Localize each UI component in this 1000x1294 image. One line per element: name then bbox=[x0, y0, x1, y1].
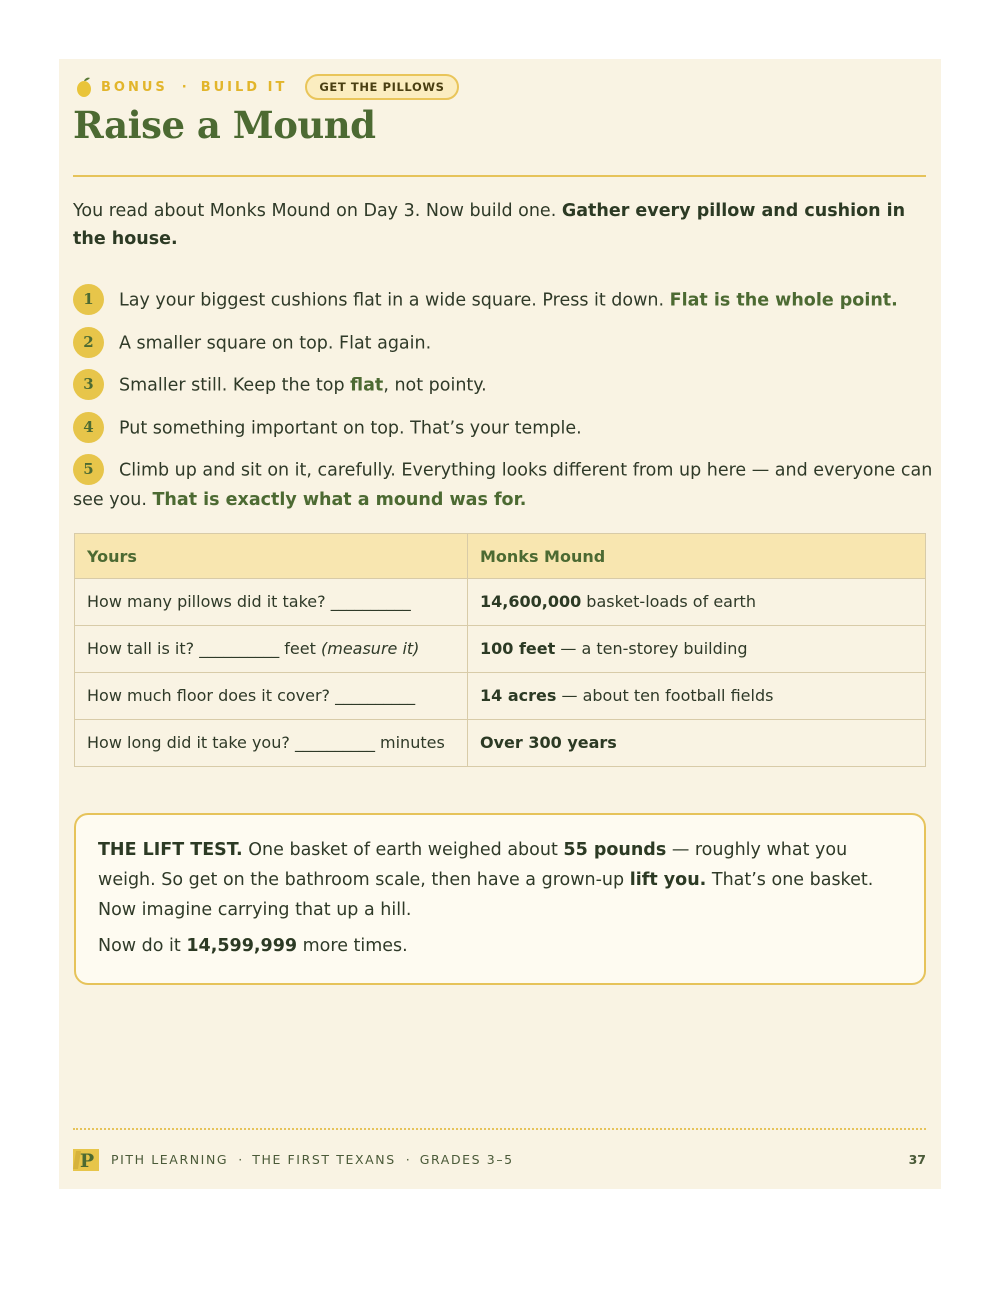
cell-yours: How many pillows did it take? __________ bbox=[75, 579, 468, 626]
cell-desc: — about ten football fields bbox=[556, 686, 774, 705]
lift-test-bold: 55 pounds bbox=[563, 840, 667, 860]
lift-test-callout bbox=[74, 813, 926, 985]
step-3 bbox=[73, 370, 933, 401]
lift-test-text: — roughly what you weigh. So get on the bathroom scale, then have a grown-up bbox=[98, 840, 848, 890]
table-row bbox=[75, 579, 926, 626]
table-row bbox=[75, 673, 926, 720]
page-footer bbox=[73, 1146, 926, 1172]
step-text: Climb up and sit on it, carefully. Everything looks different from up here — and everyone can see you. bbox=[73, 460, 933, 510]
activity-tag-pill: GET THE PILLOWS bbox=[305, 74, 458, 100]
cell-desc: basket-loads of earth bbox=[581, 592, 756, 611]
step-2 bbox=[73, 328, 933, 359]
lift-test-text: That’s one basket. Now imagine carrying that up a hill. bbox=[98, 870, 874, 920]
table-row bbox=[75, 720, 926, 767]
step-1 bbox=[73, 285, 933, 316]
lemon-icon bbox=[75, 76, 93, 98]
page-title: Raise a Mound bbox=[73, 103, 376, 147]
lift-test-paragraph bbox=[98, 835, 902, 925]
step-list bbox=[73, 285, 933, 527]
column-header-yours: Yours bbox=[75, 534, 468, 579]
step-text: Put something important on top. That’s your temple. bbox=[119, 418, 582, 438]
step-number-badge: 3 bbox=[73, 369, 104, 400]
eyebrow bbox=[75, 73, 459, 101]
step-text-post: , not pointy. bbox=[383, 375, 487, 396]
cell-value: 14 acres bbox=[480, 686, 557, 705]
eyebrow-bonus: BONUS bbox=[101, 79, 168, 95]
cell-prompt: How tall is it? __________ feet bbox=[87, 639, 321, 658]
cell-yours: How much floor does it cover? __________ bbox=[75, 673, 468, 720]
cell-value: Over 300 years bbox=[480, 733, 617, 752]
footer-separator: · bbox=[238, 1151, 243, 1167]
cell-monks-mound bbox=[468, 579, 926, 626]
step-number-badge: 2 bbox=[73, 327, 104, 358]
cell-yours bbox=[75, 626, 468, 673]
lift-test-paragraph-2 bbox=[98, 931, 902, 961]
pith-learning-logo-icon bbox=[73, 1147, 99, 1171]
lift-test-text: more times. bbox=[297, 936, 408, 956]
lift-test-bold: lift you. bbox=[629, 870, 707, 890]
step-text-pre: Smaller still. Keep the top bbox=[119, 375, 351, 396]
cell-value: 100 feet bbox=[480, 639, 556, 658]
page-number: 37 bbox=[908, 1151, 926, 1167]
cell-monks-mound bbox=[468, 626, 926, 673]
svg-text:P: P bbox=[79, 1150, 95, 1171]
table-header-row bbox=[75, 534, 926, 579]
footer-brand: PITH LEARNING bbox=[111, 1151, 229, 1167]
step-5 bbox=[73, 455, 933, 515]
title-divider bbox=[73, 175, 926, 177]
step-number-badge: 5 bbox=[73, 454, 104, 485]
footer-grades: GRADES 3–5 bbox=[419, 1151, 514, 1167]
intro-text: You read about Monks Mound on Day 3. Now build one. bbox=[73, 201, 562, 221]
table-row bbox=[75, 626, 926, 673]
step-number-badge: 1 bbox=[73, 284, 104, 315]
step-number-badge: 4 bbox=[73, 412, 104, 443]
cell-value: 14,600,000 bbox=[480, 592, 582, 611]
step-highlight: flat bbox=[350, 375, 384, 396]
eyebrow-build-it: BUILD IT bbox=[200, 79, 288, 95]
cell-monks-mound bbox=[468, 720, 926, 767]
lift-test-text: One basket of earth weighed about bbox=[242, 840, 564, 860]
footer-course: THE FIRST TEXANS bbox=[252, 1151, 396, 1167]
eyebrow-separator: · bbox=[181, 79, 187, 95]
step-highlight: Flat is the whole point. bbox=[669, 290, 898, 311]
cell-hint: (measure it) bbox=[320, 639, 420, 658]
intro-paragraph bbox=[73, 197, 929, 253]
lift-test-bold: 14,599,999 bbox=[186, 936, 298, 956]
intro-bold: Gather every pillow and cushion in the house. bbox=[73, 201, 906, 249]
step-4 bbox=[73, 413, 933, 444]
lift-test-text: Now do it bbox=[98, 936, 187, 956]
step-text: Lay your biggest cushions flat in a wide square. Press it down. bbox=[119, 290, 670, 311]
comparison-table bbox=[74, 533, 926, 767]
column-header-monks-mound: Monks Mound bbox=[468, 534, 926, 579]
cell-yours: How long did it take you? __________ minutes bbox=[75, 720, 468, 767]
cell-desc: — a ten-storey building bbox=[555, 639, 748, 658]
step-text: A smaller square on top. Flat again. bbox=[119, 333, 432, 353]
cell-monks-mound bbox=[468, 673, 926, 720]
footer-divider bbox=[73, 1128, 926, 1130]
footer-separator: · bbox=[405, 1151, 410, 1167]
worksheet-page bbox=[59, 59, 941, 1189]
step-highlight: That is exactly what a mound was for. bbox=[152, 490, 527, 510]
lift-test-label: THE LIFT TEST. bbox=[98, 840, 243, 860]
